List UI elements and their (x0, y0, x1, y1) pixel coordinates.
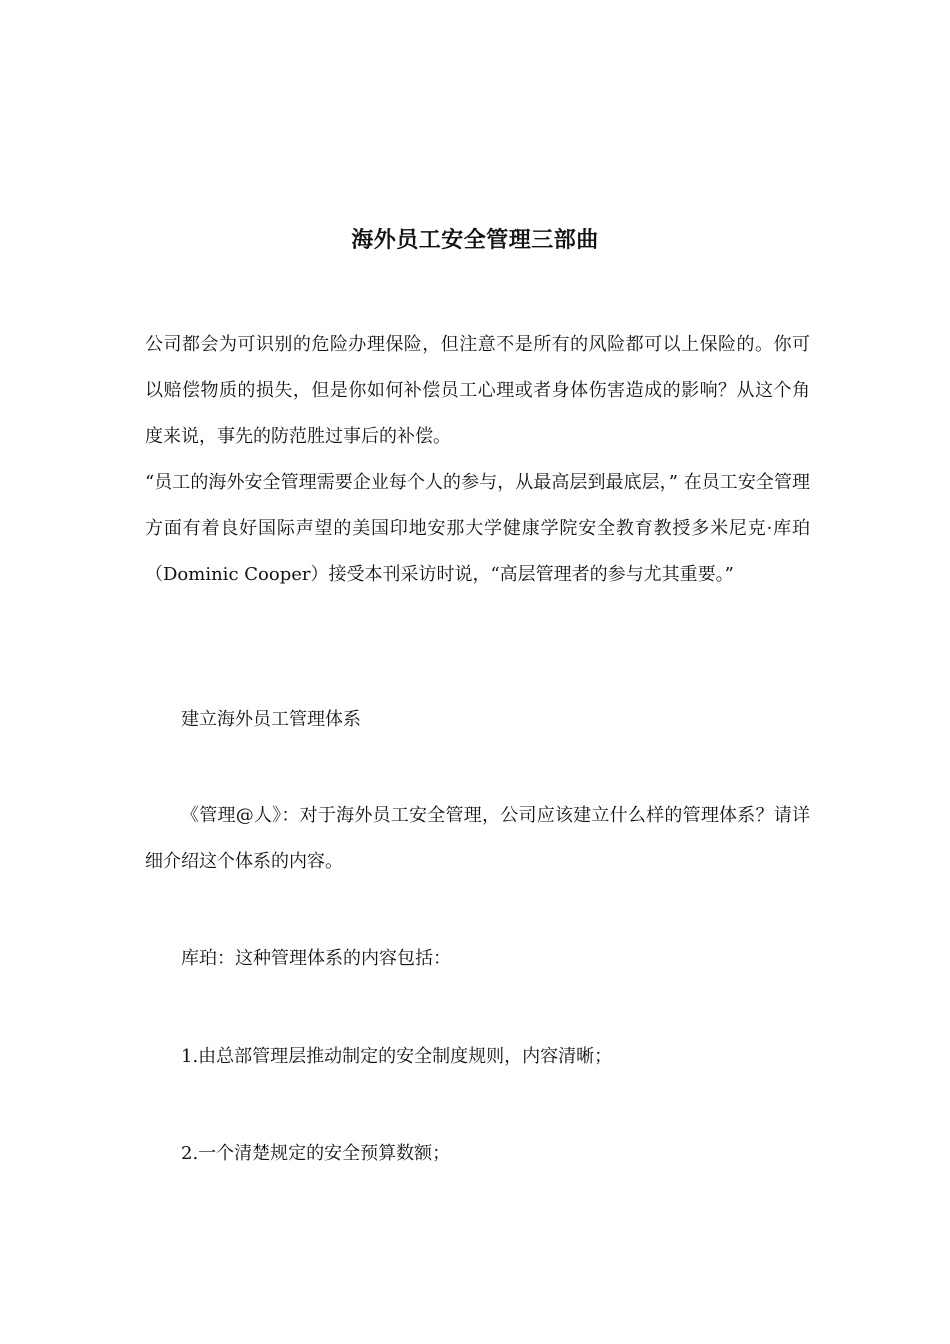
paragraph-intro: 公司都会为可识别的危险办理保险，但注意不是所有的风险都可以上保险的。你可以赔偿物质的损失，但是你如何补偿员工心理或者身体伤害造成的影响？从这个角度来说，事先的防范胜过事后的补偿。 (145, 334, 810, 447)
paragraph-quote: “员工的海外安全管理需要企业每个人的参与，从最高层到最底层，” 在员工安全管理方面有着良好国际声望的美国印地安那大学健康学院安全教育教授多米尼克·库珀（Dominic Cooper）接受本刊采访时说，“高层管理者的参与尤其重要。” (145, 472, 810, 585)
document-title: 海外员工安全管理三部曲 (351, 227, 599, 253)
list-item-1: 1.由总部管理层推动制定的安全制度规则，内容清晰； (181, 1046, 613, 1067)
section-heading: 建立海外员工管理体系 (181, 709, 361, 730)
paragraph-answer: 库珀：这种管理体系的内容包括： (181, 948, 451, 969)
paragraph-question: 《管理@人》：对于海外员工安全管理，公司应该建立什么样的管理体系？请详细介绍这个体系的内容。 (145, 805, 810, 872)
list-item-2: 2.一个清楚规定的安全预算数额； (181, 1143, 451, 1164)
